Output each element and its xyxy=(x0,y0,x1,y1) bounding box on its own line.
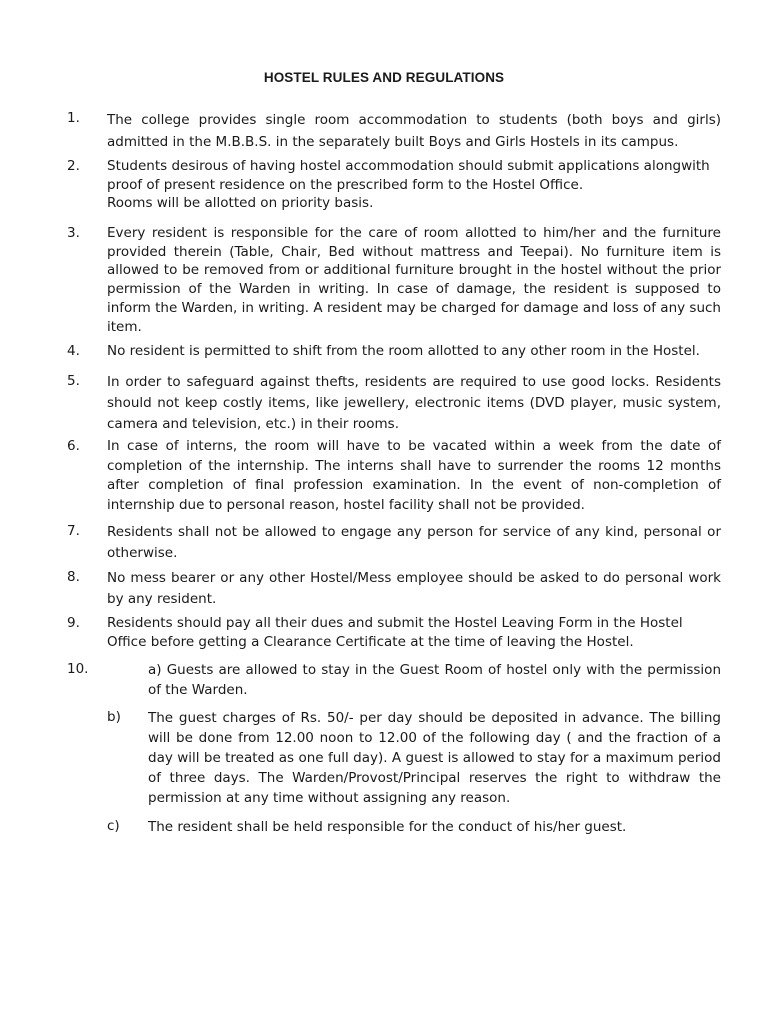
rule-number: 5. xyxy=(67,373,80,389)
rule-number: 1. xyxy=(67,110,80,126)
rule-text: Residents should pay all their dues and submit the Hostel Leaving Form in the Hostel Office before getting a Clearance Certificate at the time of leaving the Hostel. xyxy=(107,615,683,650)
rule-text: In order to safeguard against thefts, residents are required to use good locks. Residents should not keep costly items, like jewellery, electronic items (DVD player, music system, camera and television, etc.) in their rooms. xyxy=(107,374,721,432)
rule-number: 2. xyxy=(67,158,80,174)
rule-number: 6. xyxy=(67,438,80,454)
sub-item-text: The guest charges of Rs. 50/- per day should be deposited in advance. The billing will be done from 12.00 noon to 12.00 of the following day ( and the fraction of a day will be treated as one full day). A guest is allowed to stay for a maximum period of three days. The Warden/Provost/Principal reserves the right to withdraw the permission at any time without assigning any reason. xyxy=(148,710,721,806)
rule-number: 8. xyxy=(67,569,80,585)
rule-number: 4. xyxy=(67,343,80,359)
rule-text: In case of interns, the room will have to be vacated within a week from the date of completion of the internship. The interns shall have to surrender the rooms 12 months after completion of final profession examination. In the event of non-completion of internship due to personal reason, hostel facility shall not be provided. xyxy=(107,438,721,513)
rule-text: No resident is permitted to shift from the room allotted to any other room in the Hostel. xyxy=(107,343,700,359)
rule-text: Students desirous of having hostel accommodation should submit applications alongwith proof of present residence on the prescribed form to the Hostel Office. Rooms will be allotted on priority basis. xyxy=(107,157,721,213)
rule-text: Residents shall not be allowed to engage any person for service of any kind, personal or otherwise. xyxy=(107,524,721,561)
rule-text: The college provides single room accommodation to students (both boys and girls) admitted in the M.B.B.S. in the separately built Boys and Girls Hostels in its campus. xyxy=(107,112,721,150)
rule-text: No mess bearer or any other Hostel/Mess employee should be asked to do personal work by any resident. xyxy=(107,570,721,607)
sub-item-a xyxy=(107,660,721,700)
sub-item-label: b) xyxy=(107,709,121,725)
sub-item-label: c) xyxy=(107,818,120,834)
rule-number: 3. xyxy=(67,225,80,241)
rule-number: 10. xyxy=(67,661,89,677)
rule-number: 7. xyxy=(67,523,80,539)
page-title: HOSTEL RULES AND REGULATIONS xyxy=(263,70,505,85)
rule-text-continued: Rooms will be allotted on priority basis. xyxy=(107,195,374,211)
sub-item-text: Guests are allowed to stay in the Guest Room of hostel only with the permission of the Warden. xyxy=(148,662,721,698)
rule-number: 9. xyxy=(67,615,80,631)
sub-item-text: The resident shall be held responsible for the conduct of his/her guest. xyxy=(148,819,627,835)
sub-item-label: a) xyxy=(148,662,162,678)
rule-text: Every resident is responsible for the care of room allotted to him/her and the furniture provided therein (Table, Chair, Bed without mattress and Teepai). No furniture item is allowed to be removed from or additional furniture brought in the hostel without the prior permission of the Warden in writing. In case of damage, the resident is supposed to inform the Warden, in writing. A resident may be charged for damage and loss of any such item. xyxy=(107,225,721,335)
